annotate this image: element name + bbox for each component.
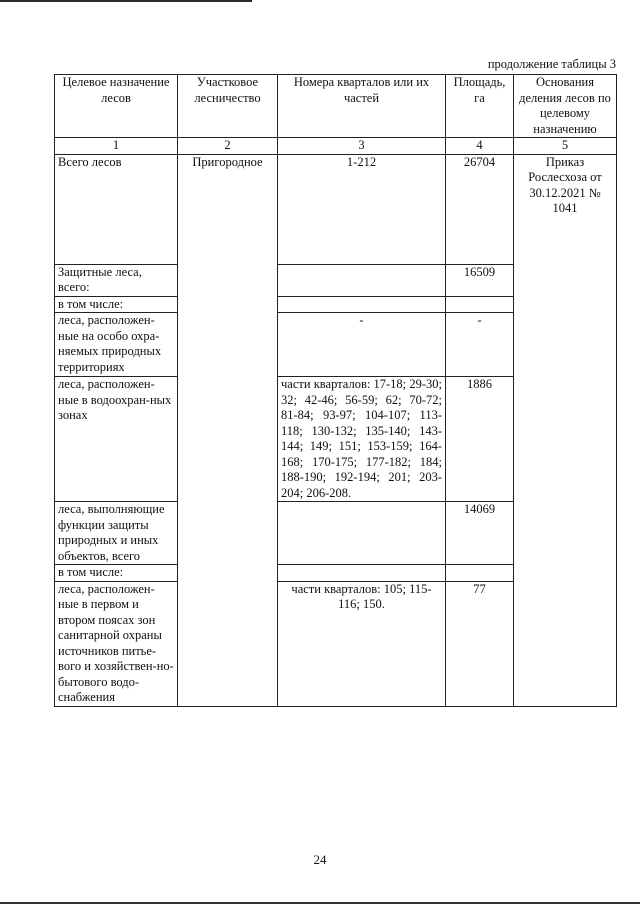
purpose-cell: леса, выполняющие функции защиты природных и иных объектов, всего (55, 502, 178, 565)
area-cell: 26704 (446, 154, 514, 264)
header-row (55, 75, 617, 138)
purpose-cell: леса, расположен-ные на особо охра-няемых природных территориях (55, 313, 178, 377)
column-number-row (55, 138, 617, 155)
forestry-cell: Пригородное (178, 154, 278, 706)
quarters-cell (278, 502, 446, 565)
header-area: Площадь, га (446, 75, 514, 138)
purpose-cell: леса, расположен-ные в первом и втором поясах зон санитарной охраны источников питье-вого и хозяйствен-но-бытового водо-снабжения (55, 581, 178, 706)
quarters-cell (278, 264, 446, 296)
area-cell (446, 296, 514, 313)
purpose-cell: леса, расположен-ные в водоохран-ных зонах (55, 377, 178, 502)
col-number: 1 (55, 138, 178, 155)
bottom-rule (0, 902, 640, 904)
header-quarters: Номера кварталов или их частей (278, 75, 446, 138)
forest-purpose-table (54, 74, 617, 707)
col-number: 3 (278, 138, 446, 155)
quarters-cell (278, 296, 446, 313)
header-forestry: Участковое лесничество (178, 75, 278, 138)
purpose-cell: в том числе: (55, 565, 178, 582)
purpose-cell: в том числе: (55, 296, 178, 313)
quarters-cell: - (278, 313, 446, 377)
quarters-cell: 1-212 (278, 154, 446, 264)
area-cell: 14069 (446, 502, 514, 565)
col-number: 4 (446, 138, 514, 155)
purpose-cell: Всего лесов (55, 154, 178, 264)
basis-cell: Приказ Рослесхоза от 30.12.2021 № 1041 (514, 154, 617, 706)
table-caption: продолжение таблицы 3 (487, 57, 616, 71)
quarters-cell: части кварталов: 105; 115-116; 150. (278, 581, 446, 706)
page-number: 24 (313, 852, 327, 867)
header-purpose: Целевое назначение лесов (55, 75, 178, 138)
col-number: 2 (178, 138, 278, 155)
area-cell: 77 (446, 581, 514, 706)
quarters-cell: части кварталов: 17-18; 29-30; 32; 42-46; 56-59; 62; 70-72; 81-84; 93-97; 104-107; 113-118; 130-132; 135-140; 143-144; 149; 151; 153-159; 164-168; 170-175; 177-182; 184; 188-190; 192-194; 201; 203-204; 206-208. (278, 377, 446, 502)
header-basis: Основания деления лесов по целевому назначению (514, 75, 617, 138)
quarters-cell (278, 565, 446, 582)
col-number: 5 (514, 138, 617, 155)
area-cell: 16509 (446, 264, 514, 296)
area-cell: - (446, 313, 514, 377)
area-cell: 1886 (446, 377, 514, 502)
table-row (55, 154, 617, 264)
purpose-cell: Защитные леса, всего: (55, 264, 178, 296)
area-cell (446, 565, 514, 582)
top-rule (0, 0, 252, 2)
